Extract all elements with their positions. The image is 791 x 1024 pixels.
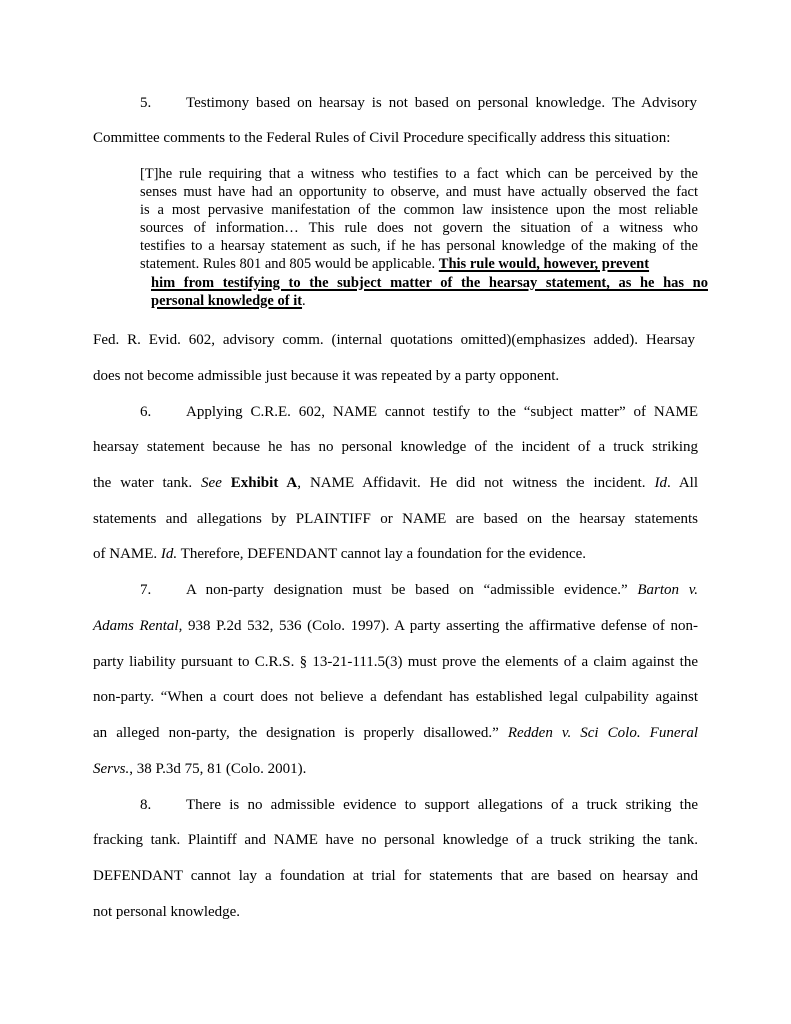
- paragraph-number-7: 7.: [140, 582, 152, 598]
- case-name-adams-rental: Adams Rental: [93, 618, 179, 634]
- citation-line-1: Fed. R. Evid. 602, advisory comm. (internal quotations omitted)(emphasizes added). Hearsay: [93, 332, 695, 348]
- paragraph-8-line-1: There is no admissible evidence to support allegations of a truck striking the: [186, 797, 698, 813]
- paragraph-6-line-1: Applying C.R.E. 602, NAME cannot testify to the “subject matter” of NAME: [186, 404, 698, 420]
- citation-line-2: does not become admissible just because it was repeated by a party opponent.: [93, 368, 560, 384]
- p6-l3-text-2: , NAME Affidavit. He did not witness the incident.: [297, 475, 655, 491]
- quote-line-6: [140, 256, 649, 273]
- p6-l3-text: the water tank.: [93, 475, 202, 491]
- paragraph-6-line-3: [93, 474, 698, 492]
- p7-l6-text: , 38 P.3d 75, 81 (Colo. 2001).: [129, 761, 307, 777]
- quote-line-2: senses must have had an opportunity to observe, and must have actually observed the fact: [140, 184, 698, 200]
- paragraph-8-line-3: DEFENDANT cannot lay a foundation at trial for statements that are based on hearsay and: [93, 868, 698, 884]
- paragraph-number-5: 5.: [140, 95, 152, 111]
- p6-l5-end: Therefore, DEFENDANT cannot lay a foundation for the evidence.: [177, 546, 587, 562]
- paragraph-8-line-4: not personal knowledge.: [93, 904, 241, 920]
- p7-l2-text: , 938 P.2d 532, 536 (Colo. 1997). A party asserting the affirmative defense of non-: [178, 618, 699, 634]
- quote-line-3: is a most pervasive manifestation of the common law insistence upon the most reliable: [140, 202, 698, 218]
- paragraph-6-line-2: hearsay statement because he has no personal knowledge of the incident of a truck striking: [93, 439, 698, 455]
- id-citation: Id: [654, 475, 667, 491]
- quote-line-8-end: .: [302, 293, 306, 309]
- case-name-redden: Redden v. Sci Colo. Funeral: [507, 725, 698, 741]
- paragraph-5-line-2: Committee comments to the Federal Rules of Civil Procedure specifically address this situation:: [93, 130, 671, 146]
- see-signal: See: [201, 475, 222, 491]
- case-name-servs: Servs.: [93, 761, 130, 777]
- paragraph-7-line-3: party liability pursuant to C.R.S. § 13-21-111.5(3) must prove the elements of a claim against the: [93, 654, 698, 670]
- paragraph-8-line-2: fracking tank. Plaintiff and NAME have no personal knowledge of a truck striking the tank.: [93, 832, 698, 848]
- p7-l1-text: A non-party designation must be based on “admissible evidence.”: [186, 582, 638, 598]
- paragraph-5-line-1: Testimony based on hearsay is not based on personal knowledge. The Advisory: [186, 95, 697, 111]
- paragraph-7-line-5: [93, 724, 698, 742]
- quote-emphasis-3: personal knowledge of it: [151, 293, 303, 309]
- quote-line-4: sources of information… This rule does not govern the situation of a witness who: [140, 220, 698, 236]
- quote-emphasis-1: This rule would, however, prevent: [438, 256, 650, 272]
- quote-emphasis-2: him from testifying to the subject matter of the hearsay statement, as he has no: [151, 275, 708, 291]
- quote-line-8: [151, 293, 306, 310]
- case-name-barton: Barton v.: [637, 582, 698, 598]
- paragraph-number-6: 6.: [140, 404, 152, 420]
- p6-l3-space: [222, 475, 231, 491]
- p7-l5-text: an alleged non-party, the designation is properly disallowed.”: [93, 725, 508, 741]
- quote-line-6-plain: statement. Rules 801 and 805 would be applicable.: [140, 256, 439, 272]
- id-citation-2: Id.: [160, 546, 178, 562]
- paragraph-6-line-5: [93, 545, 586, 563]
- paragraph-7-line-6: [93, 760, 306, 778]
- quote-line-5: testifies to a hearsay statement as such, if he has personal knowledge of the making of the: [140, 238, 698, 254]
- paragraph-number-8: 8.: [140, 797, 152, 813]
- paragraph-7-line-1: [186, 581, 698, 599]
- quote-line-1: [T]he rule requiring that a witness who testifies to a fact which can be perceived by the: [140, 166, 698, 182]
- p6-l5-text: of NAME.: [93, 546, 161, 562]
- paragraph-6-line-4: statements and allegations by PLAINTIFF or NAME are based on the hearsay statements: [93, 511, 698, 527]
- paragraph-7-line-2: [93, 617, 698, 635]
- paragraph-7-line-4: non-party. “When a court does not believe a defendant has established legal culpability against: [93, 689, 698, 705]
- p6-l3-end: . All: [666, 475, 698, 491]
- exhibit-a-reference: Exhibit A: [230, 475, 298, 491]
